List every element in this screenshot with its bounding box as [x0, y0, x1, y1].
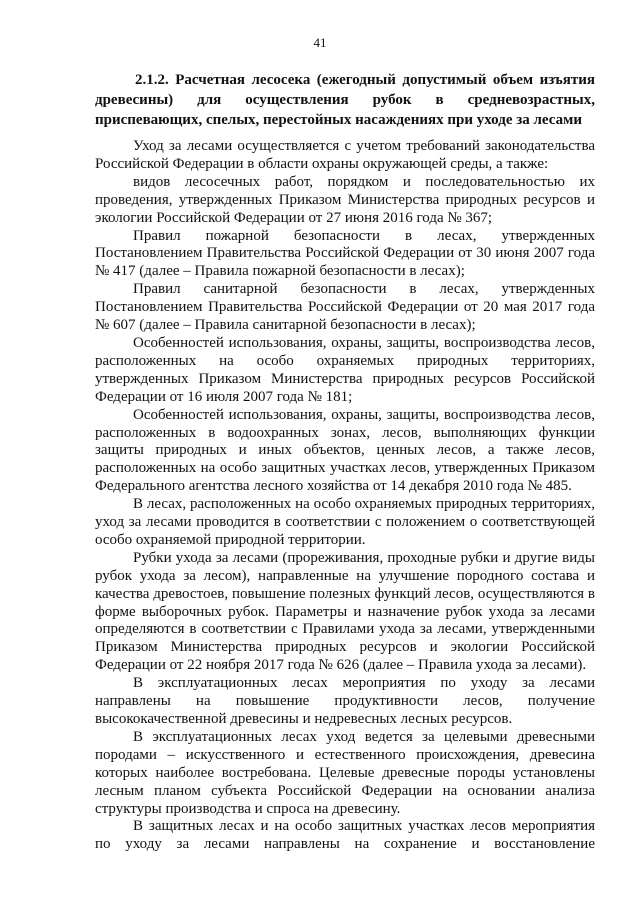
- paragraph: видов лесосечных работ, порядком и последовательностью их проведения, утвержденных Приказом Министерства природных ресурсов и экологии Российской Федерации от 27 июня 2016 года № 367;: [95, 173, 595, 226]
- paragraph: В защитных лесах и на особо защитных участках лесов мероприятия по уходу за лесами направлены на сохранение и восстановление: [95, 818, 595, 853]
- paragraph: В эксплуатационных лесах уход ведется за целевыми древесными породами – искусственного и естественного происхождения, древесина которых наиболее востребована. Целевые древесные породы установлены лесным планом субъекта Российской Федерации на основании анализа структуры производства и спроса на древесину.: [95, 728, 595, 817]
- paragraph: Правил санитарной безопасности в лесах, утвержденных Постановлением Правительства Российской Федерации от 20 мая 2017 года № 607 (далее – Правила санитарной безопасности в лесах);: [95, 281, 595, 334]
- paragraph: Особенностей использования, охраны, защиты, воспроизводства лесов, расположенных в водоохранных зонах, лесов, выполняющих функции защиты природных и иных объектов, ценных лесов, а также лесов, расположенных на особо защитных участках лесов, утвержденных Приказом Федерального агентства лесного хозяйства от 14 декабря 2010 года № 485.: [95, 406, 595, 495]
- page-number: 41: [313, 35, 327, 50]
- paragraph: Уход за лесами осуществляется с учетом требований законодательства Российской Федерации в области охраны окружающей среды, а также:: [95, 138, 595, 172]
- paragraph: В эксплуатационных лесах мероприятия по уходу за лесами направлены на повышение продуктивности лесов, получение высококачественной древесины и недревесных лесных ресурсов.: [95, 675, 595, 727]
- paragraph: В лесах, расположенных на особо охраняемых природных территориях, уход за лесами проводится в соответствии с положением о соответствующей особо охраняемой природной территории.: [95, 496, 595, 548]
- body-text: [95, 138, 595, 854]
- paragraph: Рубки ухода за лесами (прореживания, проходные рубки и другие виды рубок ухода за лесом), направленные на улучшение породного состава и качества древостоев, повышение полезных функций лесов, осуществляются в форме выборочных рубок. Параметры и назначение рубок ухода за лесами определяются в соответствии с Правилами ухода за лесами, утвержденными Приказом Министерства природных ресурсов и экологии Российской Федерации от 22 ноября 2017 года № 626 (далее – Правила ухода за лесами).: [95, 549, 595, 674]
- paragraph: Правил пожарной безопасности в лесах, утвержденных Постановлением Правительства Российской Федерации от 30 июня 2007 года № 417 (далее – Правила пожарной безопасности в лесах);: [95, 227, 595, 280]
- section-heading: 2.1.2. Расчетная лесосека (ежегодный допустимый объем изъятия древесины) для осуществления рубок в средневозрастных, приспевающих, спелых, перестойных насаждениях при уходе за лесами: [95, 72, 595, 128]
- paragraph: Особенностей использования, охраны, защиты, воспроизводства лесов, расположенных на особо охраняемых природных территориях, утвержденных Приказом Министерства природных ресурсов Российской Федерации от 16 июля 2007 года № 181;: [95, 334, 595, 405]
